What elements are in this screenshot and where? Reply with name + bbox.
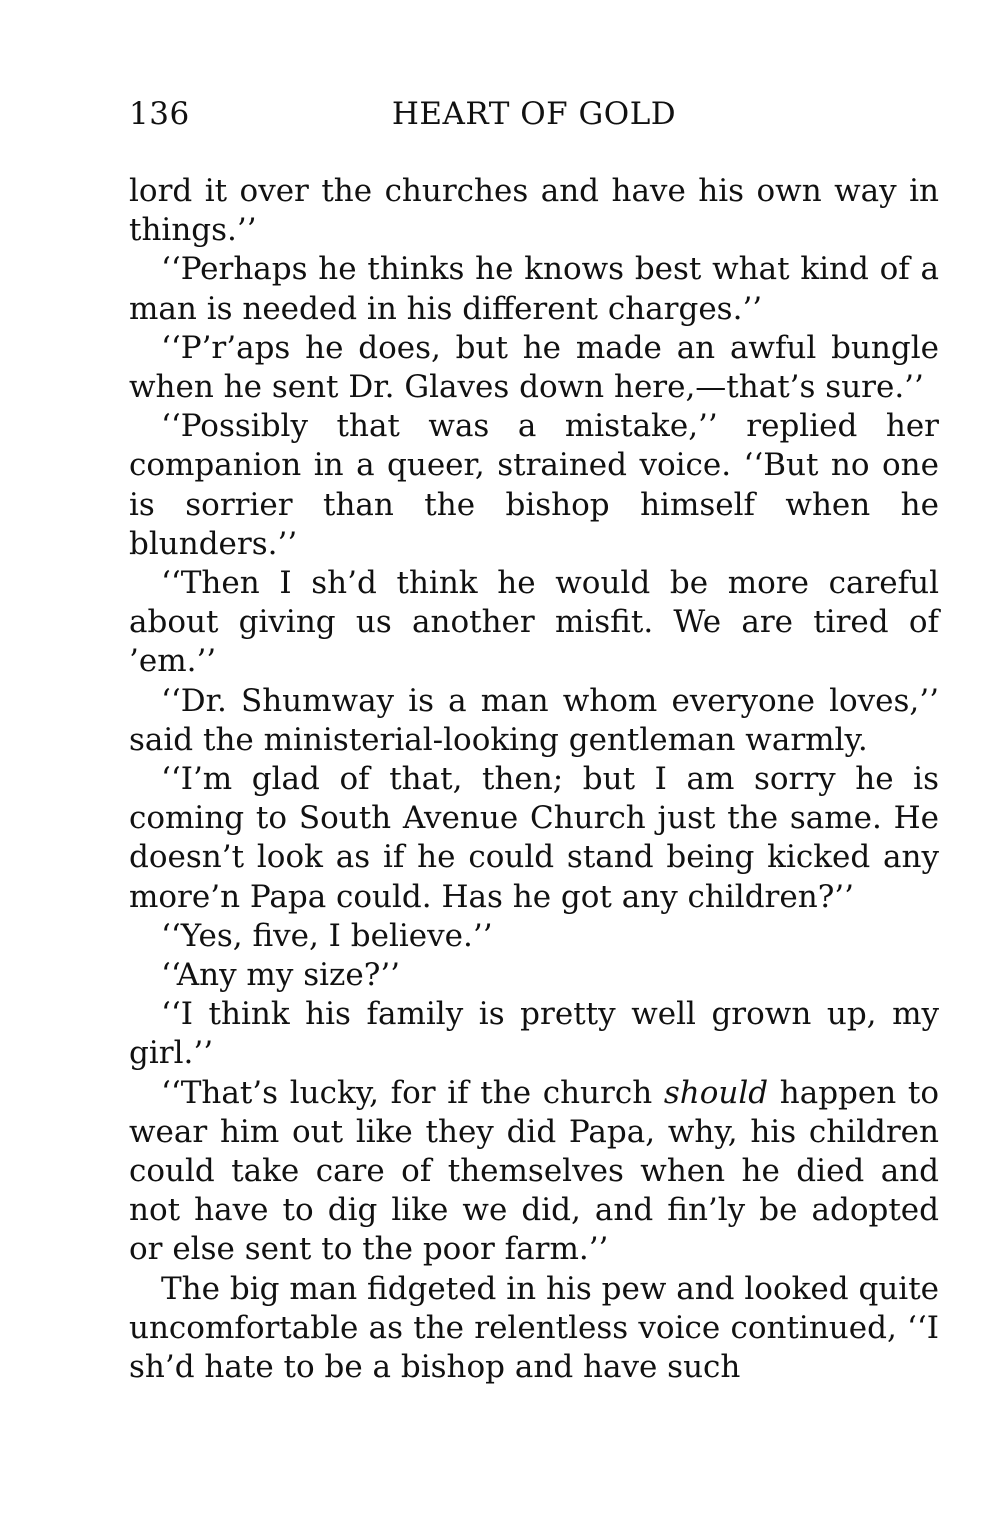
paragraph: ‘‘I’m glad of that, then; but I am sorry he is coming to South Avenue Church just the same. He doesn’t look as if he could stand being kicked any more’n Papa could. Has he got any children?’’: [129, 761, 939, 915]
emphasized-word: should: [663, 1074, 769, 1111]
paragraph: ‘‘Yes, five, I believe.’’: [161, 917, 493, 954]
book-page: [129, 94, 939, 1387]
paragraph-continued: lord it over the churches and have his own way in things.’’: [129, 173, 939, 249]
running-title: HEART OF GOLD: [391, 96, 677, 132]
paragraph-text-before: ‘‘That’s lucky, for if the church: [161, 1074, 664, 1111]
paragraph: ‘‘P’r’aps he does, but he made an awful bungle when he sent Dr. Glaves down here,—that’s sure.’’: [129, 329, 939, 406]
paragraph-with-emphasis: [129, 1074, 939, 1270]
running-head: [129, 94, 939, 134]
paragraph-text-after: happen to wear him out like they did Papa, why, his children could take care of themselves when he died and not have to dig like we did, and fin’ly be adopted or else sent to the poor farm.’’: [129, 1074, 939, 1268]
paragraph: ‘‘Perhaps he thinks he knows best what kind of a man is needed in his different charges.’’: [129, 251, 939, 327]
paragraph: ‘‘I think his family is pretty well grown up, my girl.’’: [129, 996, 939, 1072]
page-number: 136: [129, 96, 190, 132]
paragraph: ‘‘Dr. Shumway is a man whom everyone loves,’’ said the ministerial-looking gentleman warmly.: [129, 682, 939, 758]
paragraph: ‘‘Any my size?’’: [161, 957, 401, 994]
body-text: [129, 172, 939, 1387]
paragraph: The big man fidgeted in his pew and looked quite uncomfortable as the relentless voice continued, ‘‘I sh’d hate to be a bishop and have such: [129, 1270, 939, 1386]
paragraph: ‘‘Possibly that was a mistake,’’ replied her companion in a queer, strained voice. ‘‘But no one is sorrier than the bishop himself when he blunders.’’: [129, 408, 939, 562]
paragraph: ‘‘Then I sh’d think he would be more careful about giving us another misfit. We are tired of ’em.’’: [129, 565, 939, 680]
